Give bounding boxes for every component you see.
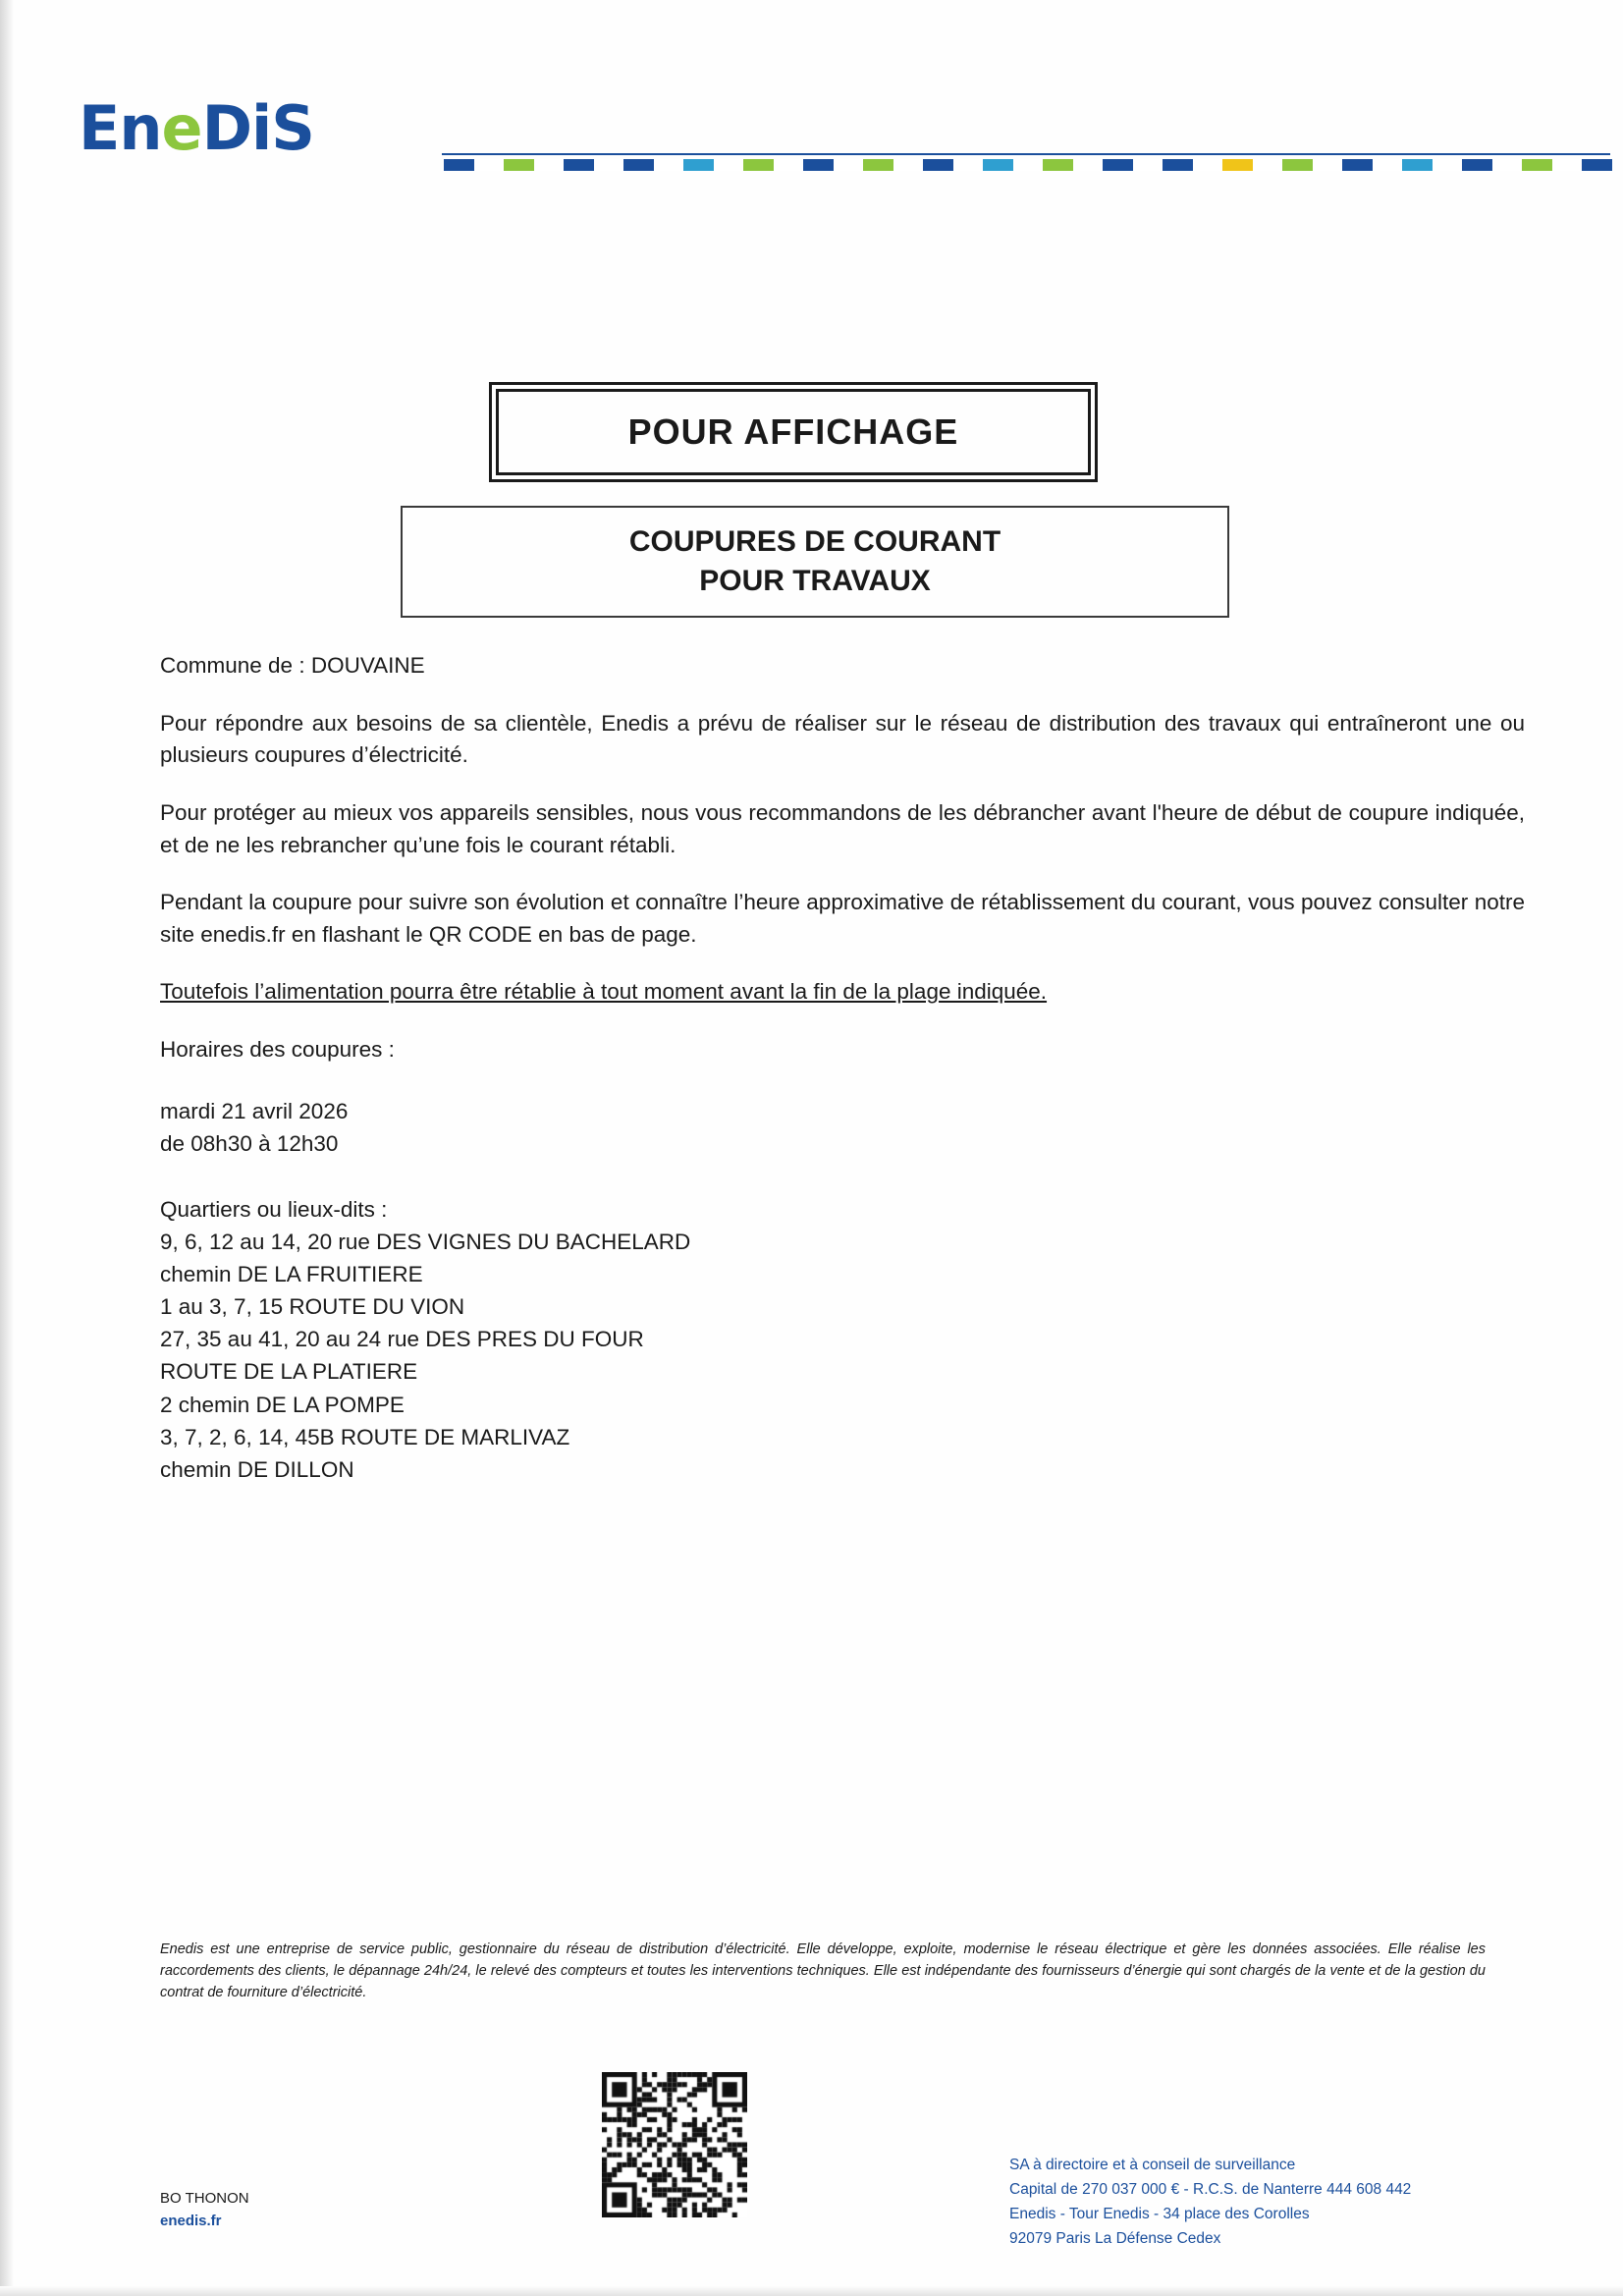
dash-segment [594,159,624,171]
poster-subtitle-box [401,506,1229,618]
outage-date: mardi 21 avril 2026 [160,1099,349,1123]
scan-edge-left [0,0,14,2296]
dash-segment [683,159,714,171]
dash-segment [444,159,474,171]
dash-segment [1163,159,1193,171]
logo-text-accent: e [161,92,202,164]
paragraph-1: Pour répondre aux besoins de sa clientèle, Enedis a prévu de réaliser sur le réseau de distribution des travaux qui entraîneront une ou plusieurs coupures d’électricité. [160,710,1525,768]
scan-edge-bottom [0,2286,1623,2296]
outage-schedule [160,1095,1525,1486]
paragraph-4-underlined: Toutefois l’alimentation pourra être rétablie à tout moment avant la fin de la plage indiquée. [160,979,1048,1005]
qr-code[interactable] [602,2072,747,2217]
dash-segment [953,159,984,171]
place-line: ROUTE DE LA PLATIERE [160,1359,418,1385]
dash-segment [1342,159,1373,171]
header-dash-pattern [444,159,1612,171]
subtitle-line-1: COUPURES DE COURANT [628,524,1001,558]
outage-time: de 08h30 à 12h30 [160,1131,339,1157]
logo-text-part2: DiS [201,92,314,164]
place-line: 27, 35 au 41, 20 au 24 rue DES PRES DU FOUR [160,1327,644,1352]
places-list [160,1226,1525,1486]
subtitle-line-2: POUR TRAVAUX [699,565,931,597]
dash-segment [1043,159,1073,171]
place-line: 2 chemin DE LA POMPE [160,1392,405,1417]
dash-segment [834,159,864,171]
dash-segment [743,159,774,171]
place-line: 1 au 3, 7, 15 ROUTE DU VION [160,1294,465,1320]
dash-segment [1492,159,1523,171]
dash-segment [474,159,505,171]
dash-segment [923,159,953,171]
dash-segment [1222,159,1253,171]
footer-company-line: Capital de 270 037 000 € - R.C.S. de Nanterre 444 608 442 [1009,2181,1412,2199]
dash-segment [623,159,654,171]
place-line: chemin DE DILLON [160,1456,354,1482]
dash-segment [1402,159,1433,171]
places-label: Quartiers ou lieux-dits : [160,1197,388,1223]
dash-segment [1133,159,1163,171]
enedis-logo [79,92,314,164]
dash-segment [803,159,834,171]
footer-website[interactable]: enedis.fr [160,2212,222,2229]
dash-segment [1103,159,1133,171]
poster-title-box [496,389,1091,475]
document-header [79,92,1610,187]
dash-segment [1462,159,1492,171]
schedule-spacer [160,1160,1525,1193]
dash-segment [1522,159,1552,171]
dash-segment [714,159,744,171]
dash-segment [654,159,684,171]
dash-segment [893,159,924,171]
legal-notice: Enedis est une entreprise de service public, gestionnaire du réseau de distribution d’électricité. Elle développe, exploite, modernise le réseau électrique et gère les données associées. Elle réalise les raccordements des clients, le dépannage 24h/24, le relevé des compteurs et toutes les interventions techniques. Elle est indépendante des fournisseurs d’énergie qui sont chargés de la vente et de la gestion du contrat de fourniture d’électricité. [160,1941,1486,2000]
dash-segment [1013,159,1044,171]
footer-company-block [1009,2153,1411,2251]
place-line: 9, 6, 12 au 14, 20 rue DES VIGNES DU BACHELARD [160,1230,691,1255]
schedule-label: Horaires des coupures : [160,1037,395,1062]
place-line: chemin DE LA FRUITIERE [160,1262,423,1287]
dash-segment [774,159,804,171]
dash-segment [1073,159,1104,171]
dash-segment [1552,159,1583,171]
page-title: POUR AFFICHAGE [627,411,959,452]
dash-segment [863,159,893,171]
dash-segment [1253,159,1283,171]
dash-segment [1282,159,1313,171]
paragraph-3: Pendant la coupure pour suivre son évolution et connaître l’heure approximative de rétablissement du courant, vous pouvez consulter notre site enedis.fr en flashant le QR CODE en bas de page. [160,890,1525,947]
dash-segment [1313,159,1343,171]
dash-segment [534,159,565,171]
dash-segment [1433,159,1463,171]
footer-company-line: SA à directoire et à conseil de surveillance [1009,2157,1296,2173]
logo-text-part1: En [79,92,162,164]
header-rule [442,153,1610,155]
dash-segment [1582,159,1612,171]
footer-company-line: 92079 Paris La Défense Cedex [1009,2230,1221,2248]
dash-segment [983,159,1013,171]
footer-agency-block [160,2188,249,2232]
dash-segment [504,159,534,171]
commune-line: Commune de : DOUVAINE [160,653,425,678]
place-line: 3, 7, 2, 6, 14, 45B ROUTE DE MARLIVAZ [160,1424,570,1449]
dash-segment [564,159,594,171]
footer-agency: BO THONON [160,2190,249,2207]
paragraph-2: Pour protéger au mieux vos appareils sensibles, nous vous recommandons de les débrancher avant l'heure de début de coupure indiquée, et de ne les rebrancher qu’une fois le courant rétabli. [160,799,1525,857]
dash-segment [1373,159,1403,171]
document-body [160,650,1525,1092]
dash-segment [1193,159,1223,171]
footer-company-line: Enedis - Tour Enedis - 34 place des Corolles [1009,2206,1310,2223]
